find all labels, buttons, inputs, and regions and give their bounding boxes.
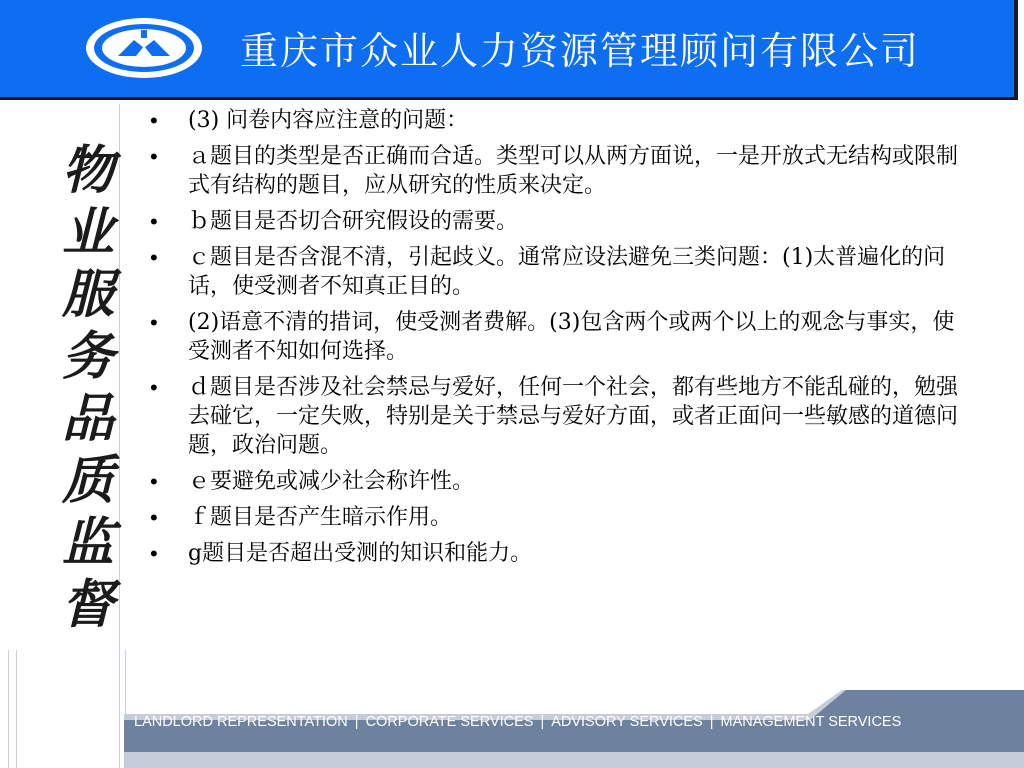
bullet-list: [150, 106, 960, 575]
footer-separator: |: [540, 714, 545, 730]
vertical-title-char: 质: [61, 450, 114, 511]
vertical-section-title: [46, 140, 130, 670]
vertical-title-char: 品: [61, 388, 114, 449]
list-item: • (3) 问卷内容应注意的问题：: [150, 106, 960, 135]
vertical-title-char: 监: [61, 512, 114, 573]
footer-separator: |: [354, 714, 359, 730]
footer-service-item: ADVISORY SERVICES: [551, 714, 703, 730]
company-name: 重庆市众业人力资源管理顾问有限公司: [240, 29, 921, 73]
vertical-title-char: 物: [61, 140, 114, 201]
header-banner: [0, 0, 1018, 100]
list-item: • ｅ要避免或减少社会称许性。: [150, 467, 960, 496]
vertical-title-char: 业: [61, 202, 114, 263]
list-item: • ｂ题目是否切合研究假设的需要。: [150, 207, 960, 236]
footer-separator: |: [709, 714, 714, 730]
list-item: • g题目是否超出受测的知识和能力。: [150, 539, 960, 568]
vertical-title-char: 服: [61, 264, 114, 325]
footer-service-item: LANDLORD REPRESENTATION: [134, 714, 348, 730]
company-logo: [84, 16, 204, 80]
list-item: • (2)语意不清的措词，使受测者费解。(3)包含两个或两个以上的观念与事实，使受测者不知如何选择。: [150, 308, 960, 366]
vertical-title-char: 务: [61, 326, 114, 387]
footer-service-item: CORPORATE SERVICES: [365, 714, 534, 730]
list-item: • ｃ题目是否含混不清，引起歧义。通常应设法避免三类问题：(1)太普遍化的问话，使受测者不知真正目的。: [150, 243, 960, 301]
vertical-title-char: 督: [61, 574, 114, 635]
list-item: • ｆ题目是否产生暗示作用。: [150, 503, 960, 532]
list-item: • ｄ题目是否涉及社会禁忌与爱好，任何一个社会，都有些地方不能乱碰的，勉强去碰它，一定失败，特别是关于禁忌与爱好方面，或者正面问一些敏感的道德问题，政治问题。: [150, 373, 960, 460]
footer-services: [134, 714, 901, 730]
footer-service-item: MANAGEMENT SERVICES: [720, 714, 902, 730]
list-item: • ａ题目的类型是否正确而合适。类型可以从两方面说，一是开放式无结构或限制式有结构的题目，应从研究的性质来决定。: [150, 142, 960, 200]
